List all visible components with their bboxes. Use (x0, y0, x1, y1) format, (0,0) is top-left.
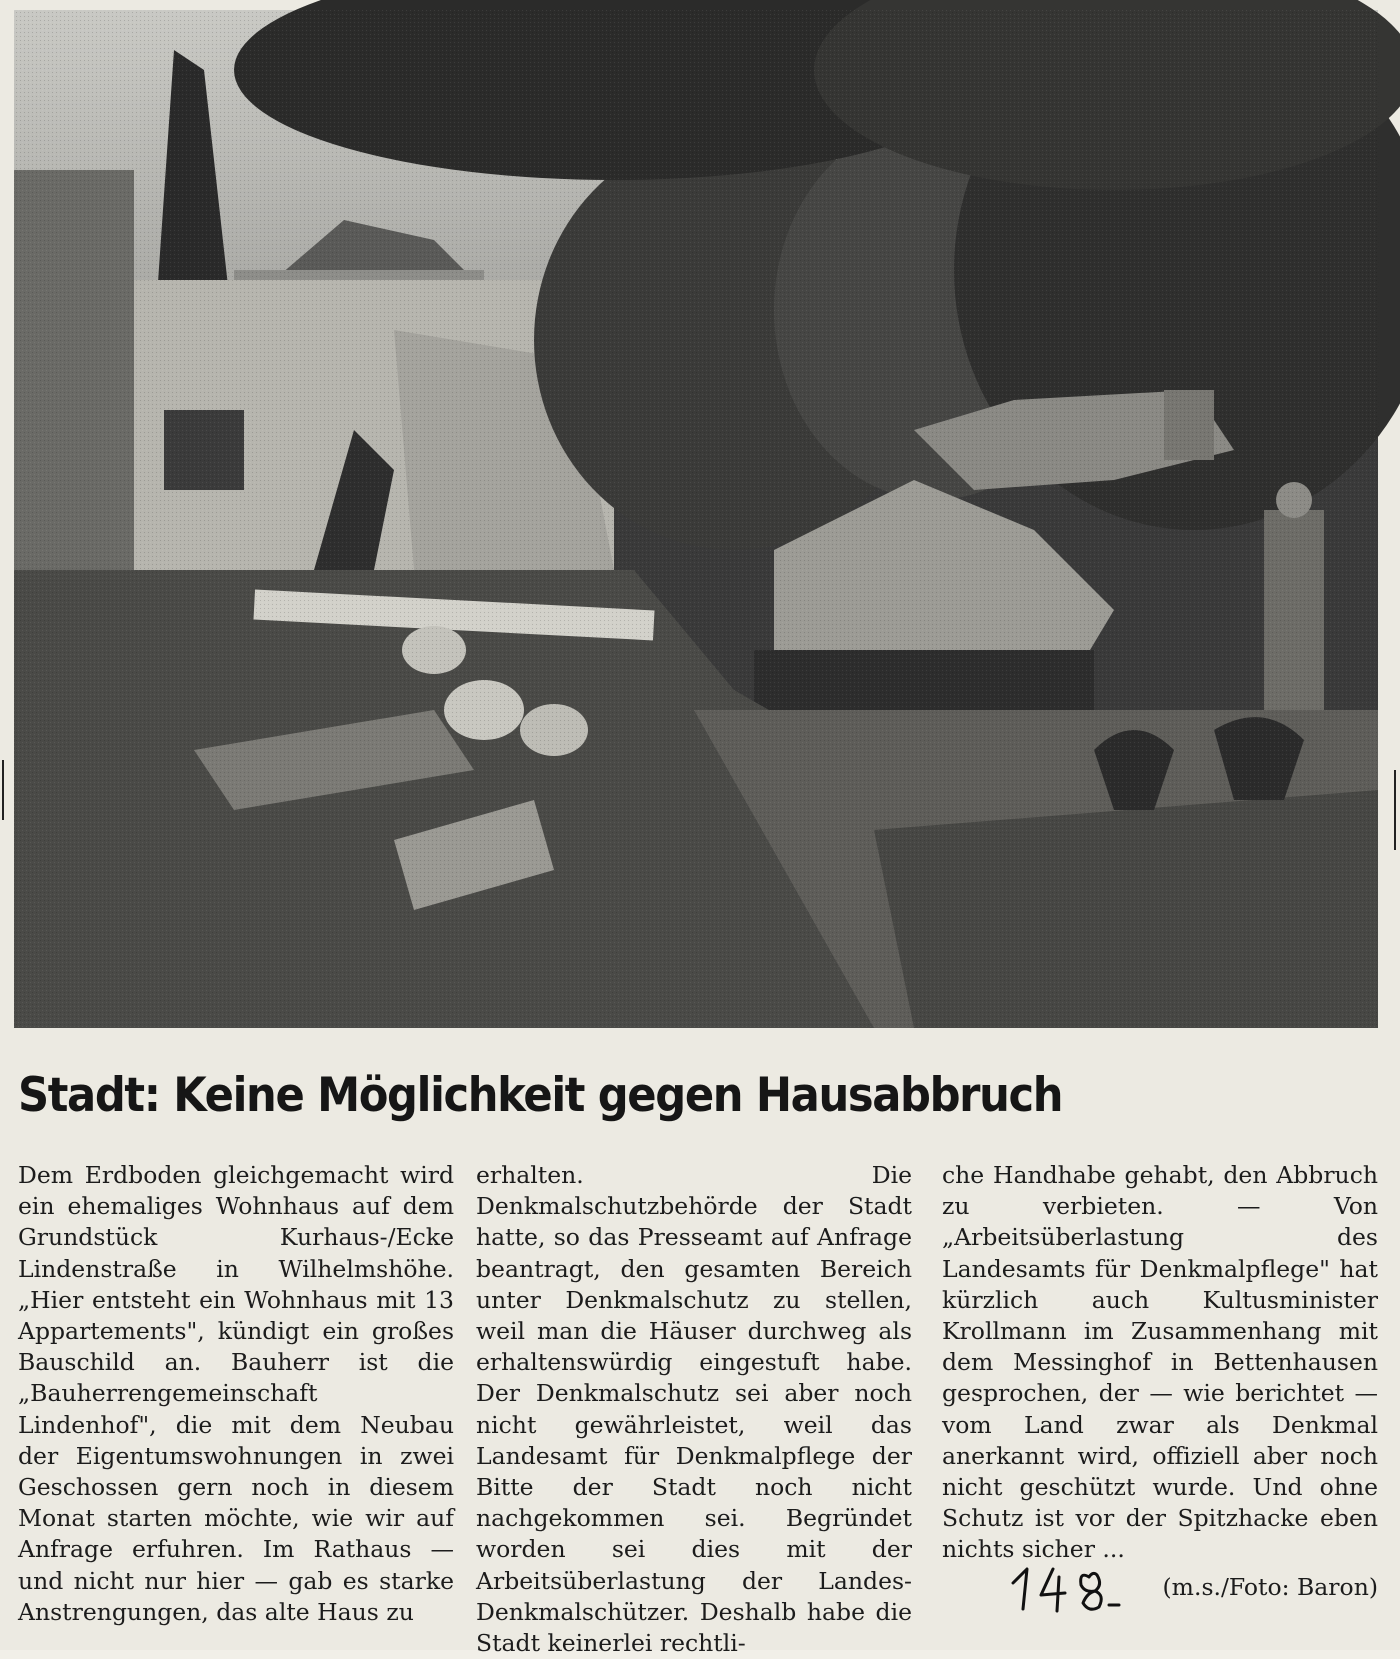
margin-mark-right (1394, 770, 1396, 850)
demolition-site-photo (14, 10, 1378, 1028)
margin-mark-left (2, 760, 4, 820)
article-column-3: che Handhabe gehabt, den Abbruch zu verbieten. — Von „Arbeitsüberlastung des Landesamts für Denkmalpflege" hat kürzlich auch Kultusminister Krollmann im Zusammenhang mit dem Messinghof in Bettenhausen gesprochen, der — wie berichtet — vom Land zwar als Denkmal anerkannt wird, offiziell aber noch nicht geschützt wurde. Und ohne Schutz ist vor der Spitzhacke eben nichts sicher ... (942, 1161, 1378, 1564)
photo-credit: (m.s./Foto: Baron) (1162, 1573, 1378, 1601)
article-column-1: Dem Erdboden gleichgemacht wird ein ehemaliges Wohnhaus auf dem Grundstück Kurhaus-/Ecke Lindenstraße in Wilhelmshöhe. „Hier entsteht ein Wohnhaus mit 13 Appartements", kündigt ein großes Bauschild an. Bauherr ist die „Bauherrengemeinschaft Lindenhof", die mit dem Neubau der Eigentumswohnungen in zwei Geschossen gern noch in diesem Monat starten möchte, wie wir auf Anfrage erfuhren. Im Rathaus — und nicht nur hier — gab es starke Anstrengungen, das alte Haus zu (18, 1161, 454, 1626)
article-body (18, 1160, 1378, 1658)
article-column-2: erhalten. Die Denkmalschutzbehörde der Stadt hatte, so das Presseamt auf Anfrage beantragt, den gesamten Bereich unter Denkmalschutz zu stellen, weil man die Häuser durchweg als erhaltenswürdig eingestuft habe. Der Denkmalschutz sei aber noch nicht gewährleistet, weil das Landesamt für Denkmalpflege der Bitte der Stadt noch nicht nachgekommen sei. Begründet worden sei dies mit der Arbeitsüberlastung der Landes-Denkmalschützer. Deshalb habe die Stadt keinerlei rechtli- (476, 1161, 912, 1658)
credit-row (1005, 1565, 1378, 1615)
handwritten-number-148 (1005, 1555, 1125, 1615)
headline: Stadt: Keine Möglichkeit gegen Hausabbruch (18, 1068, 1063, 1123)
